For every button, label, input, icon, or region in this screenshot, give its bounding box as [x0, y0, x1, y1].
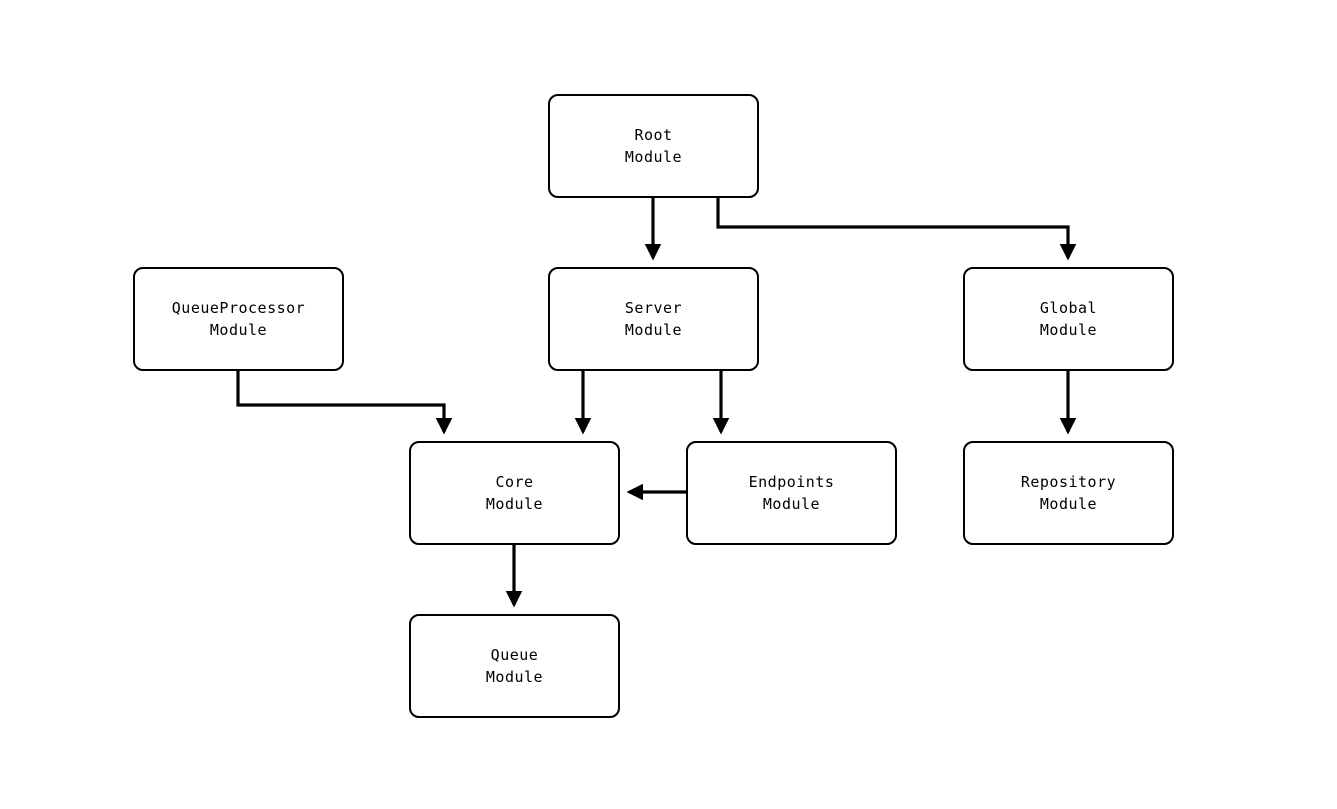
node-endpoints-line2: Module: [762, 495, 821, 513]
node-core[interactable]: [409, 441, 620, 545]
node-server-line2: Module: [624, 321, 683, 339]
node-repository[interactable]: [963, 441, 1174, 545]
node-repository-line1: Repository: [1020, 473, 1117, 491]
node-global-line1: Global: [1039, 299, 1098, 317]
node-queueprocessor-line1: QueueProcessor: [171, 299, 306, 317]
node-queueprocessor-line2: Module: [209, 321, 268, 339]
node-global[interactable]: [963, 267, 1174, 371]
node-server[interactable]: [548, 267, 759, 371]
node-endpoints-line1: Endpoints: [748, 473, 835, 491]
node-queue-line1: Queue: [490, 646, 539, 664]
node-root[interactable]: [548, 94, 759, 198]
node-endpoints[interactable]: [686, 441, 897, 545]
node-root-line1: Root: [634, 126, 673, 144]
node-queue[interactable]: [409, 614, 620, 718]
node-repository-line2: Module: [1039, 495, 1098, 513]
node-server-line1: Server: [624, 299, 683, 317]
node-queueprocessor[interactable]: [133, 267, 344, 371]
node-core-line1: Core: [495, 473, 534, 491]
node-queue-line2: Module: [485, 668, 544, 686]
node-core-line2: Module: [485, 495, 544, 513]
node-root-line2: Module: [624, 148, 683, 166]
node-global-line2: Module: [1039, 321, 1098, 339]
edge-queueprocessor-core: [238, 371, 444, 432]
edge-root-global: [718, 198, 1068, 258]
